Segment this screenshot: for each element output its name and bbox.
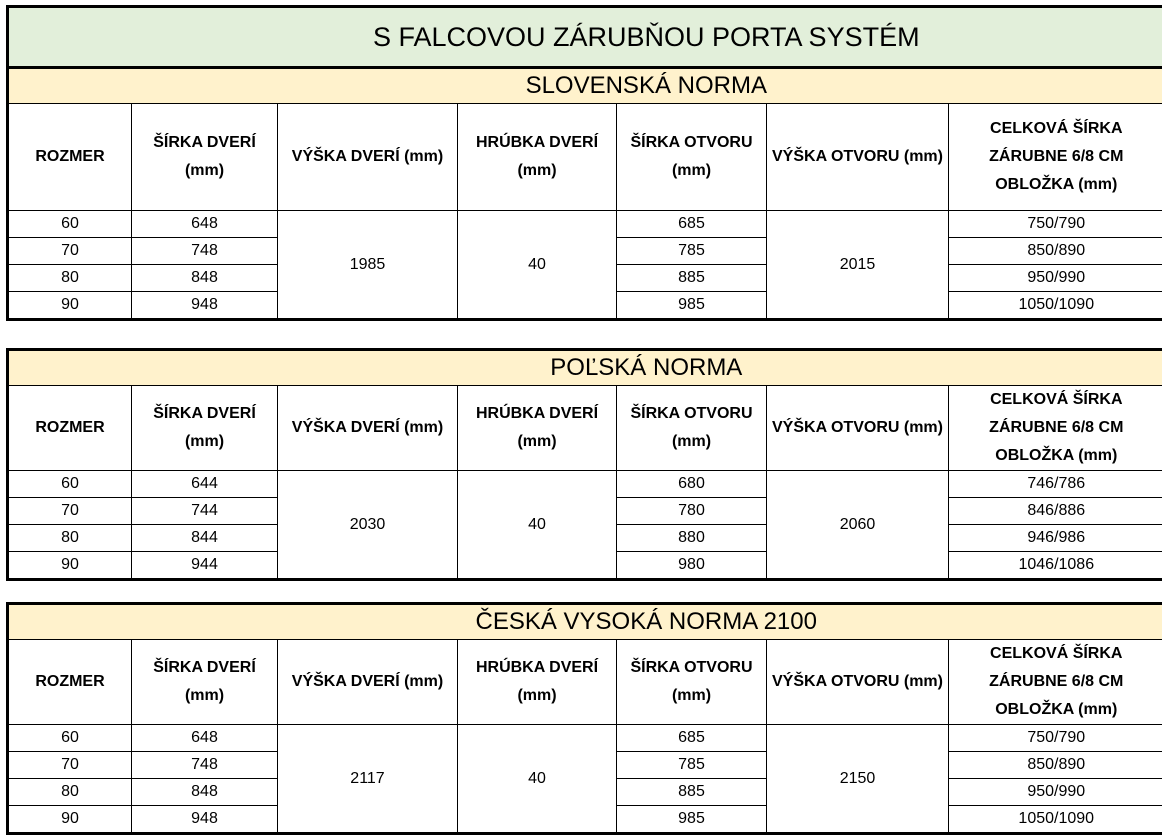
cell-sirka-dveri: 744 [132, 498, 278, 525]
cell-celkova: 1046/1086 [949, 552, 1162, 580]
header-vyska-otvoru: VÝŠKA OTVORU (mm) [767, 104, 949, 211]
cell-celkova: 750/790 [949, 211, 1162, 238]
cell-celkova: 946/986 [949, 525, 1162, 552]
cell-sirka-dveri: 948 [132, 292, 278, 320]
cell-vyska-otvoru: 2015 [767, 211, 949, 320]
cell-sirka-dveri: 848 [132, 265, 278, 292]
header-sirka-dveri: ŠÍRKA DVERÍ (mm) [132, 640, 278, 725]
cell-sirka-otvoru: 885 [617, 779, 767, 806]
cell-rozmer: 80 [8, 265, 132, 292]
cell-vyska-dveri: 1985 [278, 211, 458, 320]
cell-sirka-otvoru: 685 [617, 211, 767, 238]
cell-celkova: 850/890 [949, 752, 1162, 779]
cell-sirka-otvoru: 885 [617, 265, 767, 292]
header-celkova-sirka: CELKOVÁ ŠÍRKA ZÁRUBNE 6/8 CM OBLOŽKA (mm) [949, 104, 1162, 211]
section-polish [6, 348, 1162, 581]
section-slovak [6, 5, 1162, 321]
section-title: SLOVENSKÁ NORMA [8, 68, 1162, 104]
cell-rozmer: 60 [8, 725, 132, 752]
cell-sirka-otvoru: 985 [617, 292, 767, 320]
header-hrubka-dveri: HRÚBKA DVERÍ (mm) [458, 104, 617, 211]
header-vyska-dveri: VÝŠKA DVERÍ (mm) [278, 104, 458, 211]
cell-rozmer: 90 [8, 806, 132, 834]
cell-sirka-otvoru: 880 [617, 525, 767, 552]
cell-celkova: 850/890 [949, 238, 1162, 265]
header-vyska-dveri: VÝŠKA DVERÍ (mm) [278, 640, 458, 725]
cell-sirka-dveri: 748 [132, 752, 278, 779]
header-hrubka-dveri: HRÚBKA DVERÍ (mm) [458, 386, 617, 471]
header-vyska-dveri: VÝŠKA DVERÍ (mm) [278, 386, 458, 471]
cell-sirka-dveri: 648 [132, 725, 278, 752]
cell-rozmer: 70 [8, 752, 132, 779]
cell-sirka-dveri: 648 [132, 211, 278, 238]
section-title: POĽSKÁ NORMA [8, 350, 1162, 386]
cell-sirka-dveri: 644 [132, 471, 278, 498]
cell-sirka-dveri: 844 [132, 525, 278, 552]
cell-sirka-otvoru: 980 [617, 552, 767, 580]
header-sirka-dveri: ŠÍRKA DVERÍ (mm) [132, 386, 278, 471]
norm-table [6, 602, 1162, 835]
cell-sirka-dveri: 944 [132, 552, 278, 580]
cell-sirka-otvoru: 780 [617, 498, 767, 525]
cell-celkova: 846/886 [949, 498, 1162, 525]
cell-sirka-otvoru: 785 [617, 238, 767, 265]
header-hrubka-dveri: HRÚBKA DVERÍ (mm) [458, 640, 617, 725]
cell-celkova: 950/990 [949, 265, 1162, 292]
header-sirka-otvoru: ŠÍRKA OTVORU (mm) [617, 640, 767, 725]
cell-hrubka-dveri: 40 [458, 211, 617, 320]
cell-rozmer: 90 [8, 552, 132, 580]
cell-vyska-dveri: 2117 [278, 725, 458, 834]
header-vyska-otvoru: VÝŠKA OTVORU (mm) [767, 386, 949, 471]
cell-sirka-dveri: 748 [132, 238, 278, 265]
cell-rozmer: 70 [8, 498, 132, 525]
header-sirka-dveri: ŠÍRKA DVERÍ (mm) [132, 104, 278, 211]
table-row [8, 211, 1162, 238]
cell-rozmer: 60 [8, 211, 132, 238]
header-celkova-sirka: CELKOVÁ ŠÍRKA ZÁRUBNE 6/8 CM OBLOŽKA (mm) [949, 386, 1162, 471]
cell-sirka-dveri: 848 [132, 779, 278, 806]
cell-vyska-otvoru: 2060 [767, 471, 949, 580]
cell-celkova: 1050/1090 [949, 806, 1162, 834]
cell-rozmer: 70 [8, 238, 132, 265]
cell-celkova: 1050/1090 [949, 292, 1162, 320]
cell-sirka-dveri: 948 [132, 806, 278, 834]
header-celkova-sirka: CELKOVÁ ŠÍRKA ZÁRUBNE 6/8 CM OBLOŽKA (mm) [949, 640, 1162, 725]
header-rozmer: ROZMER [8, 104, 132, 211]
header-vyska-otvoru: VÝŠKA OTVORU (mm) [767, 640, 949, 725]
header-rozmer: ROZMER [8, 640, 132, 725]
cell-celkova: 746/786 [949, 471, 1162, 498]
table-row [8, 725, 1162, 752]
cell-celkova: 950/990 [949, 779, 1162, 806]
cell-vyska-otvoru: 2150 [767, 725, 949, 834]
cell-rozmer: 90 [8, 292, 132, 320]
cell-hrubka-dveri: 40 [458, 471, 617, 580]
cell-sirka-otvoru: 785 [617, 752, 767, 779]
header-sirka-otvoru: ŠÍRKA OTVORU (mm) [617, 386, 767, 471]
header-sirka-otvoru: ŠÍRKA OTVORU (mm) [617, 104, 767, 211]
norm-table [6, 348, 1162, 581]
cell-sirka-otvoru: 680 [617, 471, 767, 498]
cell-hrubka-dveri: 40 [458, 725, 617, 834]
header-rozmer: ROZMER [8, 386, 132, 471]
cell-rozmer: 80 [8, 779, 132, 806]
norm-table [6, 5, 1162, 321]
section-czech [6, 602, 1162, 835]
table-row [8, 471, 1162, 498]
cell-celkova: 750/790 [949, 725, 1162, 752]
cell-sirka-otvoru: 985 [617, 806, 767, 834]
cell-vyska-dveri: 2030 [278, 471, 458, 580]
cell-rozmer: 60 [8, 471, 132, 498]
page-title: S FALCOVOU ZÁRUBŇOU PORTA SYSTÉM [8, 7, 1162, 68]
cell-sirka-otvoru: 685 [617, 725, 767, 752]
section-title: ČESKÁ VYSOKÁ NORMA 2100 [8, 604, 1162, 640]
cell-rozmer: 80 [8, 525, 132, 552]
